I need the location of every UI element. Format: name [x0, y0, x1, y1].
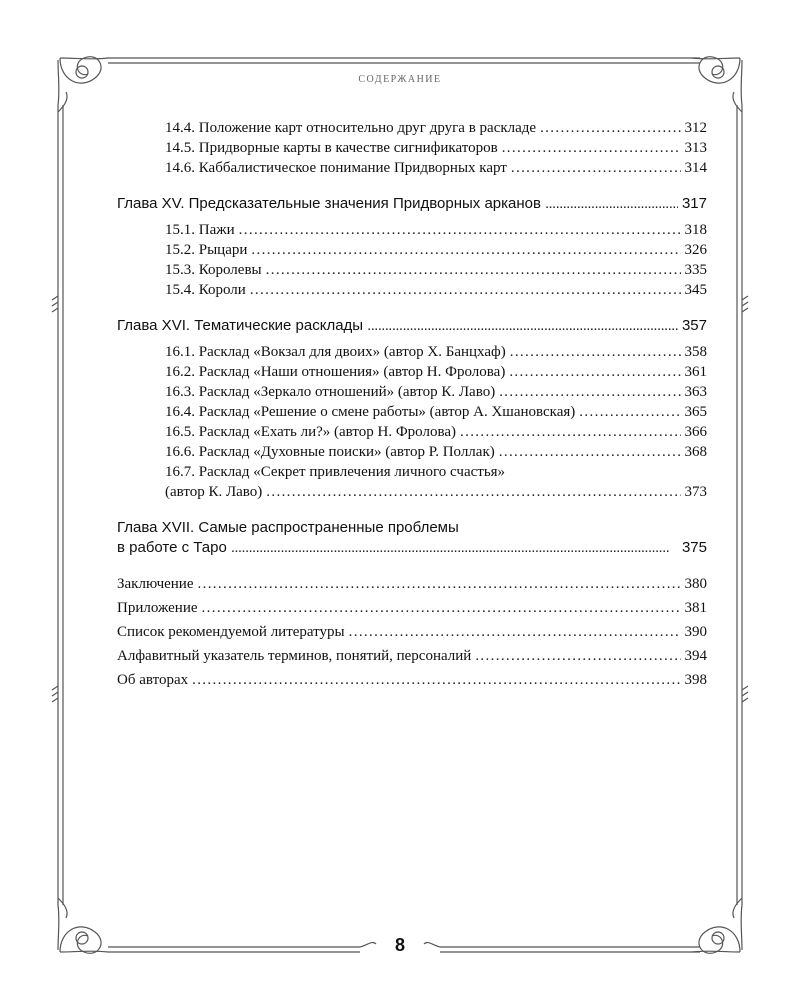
- chapter-page: 317: [681, 195, 707, 212]
- toc-entry-title-line2: (автор К. Лаво): [165, 484, 263, 500]
- toc-entry[interactable]: [117, 138, 707, 158]
- toc-entry[interactable]: [117, 422, 707, 442]
- toc-entry[interactable]: [117, 342, 707, 362]
- toc-entry[interactable]: [117, 158, 707, 178]
- toc-entry-title: 16.2. Расклад «Наши отношения» (автор Н. Фролова): [165, 364, 506, 380]
- toc-entry-page: 314: [684, 160, 707, 176]
- toc-entry[interactable]: [117, 382, 707, 402]
- toc-entry-page: 390: [684, 624, 707, 640]
- toc-entry-title: 16.1. Расклад «Вокзал для двоих» (автор Х. Банцхаф): [165, 344, 506, 360]
- toc-entry-title: 14.6. Каббалистическое понимание Придворных карт: [165, 160, 507, 176]
- toc-entry-title: 15.2. Рыцари: [165, 242, 248, 258]
- toc-entry-title: 15.4. Короли: [165, 282, 246, 298]
- toc-backmatter-entry[interactable]: [117, 622, 707, 642]
- leader-dots: [579, 402, 680, 422]
- toc-entry[interactable]: [117, 240, 707, 260]
- toc-entry-page: 380: [684, 576, 707, 592]
- toc-entry-page: 398: [684, 672, 707, 688]
- toc-entry[interactable]: [117, 402, 707, 422]
- page-number: 8: [394, 935, 405, 955]
- toc-entry-page: 368: [684, 444, 707, 460]
- leader-dots: [509, 362, 680, 382]
- table-of-contents: [117, 118, 707, 694]
- leader-dots: [202, 598, 681, 618]
- leader-dots: [545, 194, 678, 214]
- toc-entry-page: 326: [684, 242, 707, 258]
- leader-dots: [192, 670, 680, 690]
- leader-dots: [250, 280, 681, 300]
- chapter-title-line2: в работе с Таро: [117, 539, 227, 556]
- toc-entry-page: 394: [684, 648, 707, 664]
- toc-entry-page: 381: [684, 600, 707, 616]
- leader-dots: [499, 382, 680, 402]
- toc-entry[interactable]: [117, 260, 707, 280]
- toc-entry-page: 361: [684, 364, 707, 380]
- toc-entry[interactable]: [117, 118, 707, 138]
- toc-entry-page: 312: [684, 120, 707, 136]
- leader-dots: [266, 260, 681, 280]
- toc-entry-page: 366: [684, 424, 707, 440]
- chapter-title: Глава XVI. Тематические расклады: [117, 317, 364, 334]
- leader-dots: [367, 316, 678, 336]
- toc-backmatter-entry[interactable]: [117, 574, 707, 594]
- toc-entry-title: 14.4. Положение карт относительно друг друга в раскладе: [165, 120, 537, 136]
- leader-dots: [502, 138, 681, 158]
- toc-backmatter-entry[interactable]: [117, 670, 707, 690]
- toc-entry-page: 358: [684, 344, 707, 360]
- toc-entry[interactable]: [117, 280, 707, 300]
- toc-entry-page: 373: [684, 484, 707, 500]
- toc-entry-page: 365: [684, 404, 707, 420]
- toc-entry-title: Алфавитный указатель терминов, понятий, персоналий: [117, 648, 472, 664]
- leader-dots: [511, 158, 681, 178]
- toc-entry[interactable]: [117, 362, 707, 382]
- leader-dots: [475, 646, 680, 666]
- toc-entry-page: 335: [684, 262, 707, 278]
- toc-entry-title-line1[interactable]: 16.7. Расклад «Секрет привлечения личного счастья»: [165, 464, 506, 480]
- toc-entry-title: 16.3. Расклад «Зеркало отношений» (автор К. Лаво): [165, 384, 496, 400]
- toc-entry-page: 318: [684, 222, 707, 238]
- toc-backmatter-entry[interactable]: [117, 598, 707, 618]
- chapter-title: Глава XV. Предсказательные значения Придворных арканов: [117, 195, 541, 212]
- toc-entry[interactable]: [117, 482, 707, 502]
- toc-entry[interactable]: [117, 220, 707, 240]
- leader-dots: [239, 220, 681, 240]
- leader-dots: [251, 240, 680, 260]
- chapter-title-line1[interactable]: Глава XVII. Самые распространенные проблемы: [117, 519, 459, 536]
- toc-backmatter-entry[interactable]: [117, 646, 707, 666]
- leader-dots: [510, 342, 681, 362]
- toc-entry-page: 363: [684, 384, 707, 400]
- toc-entry-title: Заключение: [117, 576, 194, 592]
- toc-entry-title: 16.4. Расклад «Решение о смене работы» (автор А. Хшановская): [165, 404, 576, 420]
- toc-entry-title: 16.6. Расклад «Духовные поиски» (автор Р. Поллак): [165, 444, 495, 460]
- chapter-page: 357: [681, 317, 707, 334]
- leader-dots: [231, 538, 678, 558]
- toc-entry-title: Список рекомендуемой литературы: [117, 624, 345, 640]
- toc-entry-title: Об авторах: [117, 672, 189, 688]
- toc-entry-page: 345: [684, 282, 707, 298]
- toc-entry-title: 15.3. Королевы: [165, 262, 262, 278]
- toc-chapter-16[interactable]: [117, 316, 707, 336]
- toc-entry[interactable]: [117, 442, 707, 462]
- leader-dots: [540, 118, 680, 138]
- toc-entry-title: 16.5. Расклад «Ехать ли?» (автор Н. Фролова): [165, 424, 456, 440]
- leader-dots: [198, 574, 681, 594]
- running-head: СОДЕРЖАНИЕ: [358, 74, 442, 85]
- leader-dots: [460, 422, 681, 442]
- toc-entry-title: 14.5. Придворные карты в качестве сигнификаторов: [165, 140, 498, 156]
- chapter-page: 375: [681, 539, 707, 556]
- toc-entry-page: 313: [684, 140, 707, 156]
- toc-chapter-17[interactable]: [117, 538, 707, 558]
- leader-dots: [499, 442, 681, 462]
- leader-dots: [349, 622, 681, 642]
- toc-chapter-15[interactable]: [117, 194, 707, 214]
- toc-entry-title: Приложение: [117, 600, 198, 616]
- leader-dots: [266, 482, 680, 502]
- toc-entry-title: 15.1. Пажи: [165, 222, 235, 238]
